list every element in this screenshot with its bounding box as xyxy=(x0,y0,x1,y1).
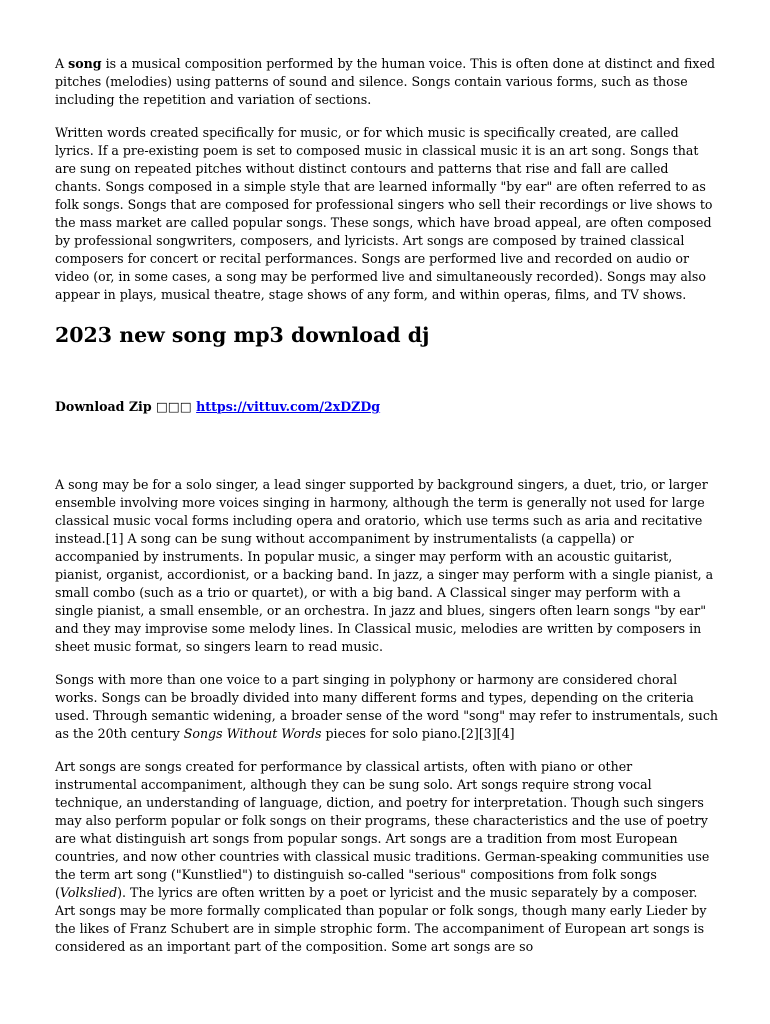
song-term-bold: song xyxy=(68,56,102,71)
songs-without-words-italic: Songs Without Words xyxy=(183,726,322,741)
missing-glyph-icon: □□□ xyxy=(156,399,192,414)
body-paragraph-3-lead: Art songs are songs created for performance by classical artists, often with piano or other instrumental accompaniment, although they can be sung solo. Art songs require strong vocal technique, an understanding of language, diction, and poetry for interpretation. Though such singers may also perform popular or folk songs on their programs, these characteristics and the use of poetry are what distinguish art songs from popular songs. Art songs are a tradition from most European countries, and now other countries with classical music traditions. German-speaking communities use the term art song ("Kunstlied") to distinguish so-called "serious" compositions from folk songs ( xyxy=(55,759,710,900)
download-label: Download Zip xyxy=(55,399,157,414)
download-line xyxy=(55,398,718,416)
spacer xyxy=(55,416,718,476)
body-paragraph-3 xyxy=(55,758,718,956)
intro-rest: is a musical composition performed by the human voice. This is often done at distinct and fixed pitches (melodies) using patterns of sound and silence. Songs contain various forms, such as those including the repetition and variation of sections. xyxy=(55,56,716,107)
intro-paragraph-2: Written words created specifically for music, or for which music is specifically created, are called lyrics. If a pre-existing poem is set to composed music in classical music it is an art song. Songs that are sung on repeated pitches without distinct contours and patterns that rise and fall are called chants. Songs composed in a simple style that are learned informally "by ear" are often referred to as folk songs. Songs that are composed for professional singers who sell their recordings or live shows to the mass market are called popular songs. These songs, which have broad appeal, are often composed by professional songwriters, composers, and lyricists. Art songs are composed by trained classical composers for concert or recital performances. Songs are performed live and recorded on audio or video (or, in some cases, a song may be performed live and simultaneously recorded). Songs may also appear in plays, musical theatre, stage shows of any form, and within operas, films, and TV shows. xyxy=(55,125,713,302)
page-heading: 2023 new song mp3 download dj xyxy=(55,323,430,347)
intro-lead: A xyxy=(55,56,69,71)
body-paragraph-1: A song may be for a solo singer, a lead singer supported by background singers, a duet, trio, or larger ensemble involving more voices singing in harmony, although the term is generally not used for large classical music vocal forms including opera and oratorio, which use terms such as aria and recitative instead.[1] A song can be sung without accompaniment by instrumentalists (a cappella) or accompanied by instruments. In popular music, a singer may perform with an acoustic guitarist, pianist, organist, accordionist, or a backing band. In jazz, a singer may perform with a single pianist, a small combo (such as a trio or quartet), or with a big band. A Classical singer may perform with a single pianist, a small ensemble, or an orchestra. In jazz and blues, singers often learn songs "by ear" and they may improvise some melody lines. In Classical music, melodies are written by composers in sheet music format, so singers learn to read music. xyxy=(55,477,714,654)
body-paragraph-2 xyxy=(55,671,718,743)
volkslied-italic: Volkslied xyxy=(59,885,118,900)
intro-paragraph-1 xyxy=(55,55,718,109)
body-paragraph-2-rest: pieces for solo piano.[2][3][4] xyxy=(321,726,515,741)
document-page xyxy=(55,55,718,971)
download-link[interactable]: https://vittuv.com/2xDZDg xyxy=(196,399,381,414)
body-paragraph-2-lead: Songs with more than one voice to a part singing in polyphony or harmony are considered choral works. Songs can be broadly divided into many different forms and types, depending on the criteria used. Through semantic widening, a broader sense of the word "song" may refer to instrumentals, such as the 20th century xyxy=(55,672,718,741)
body-paragraph-3-rest: ). The lyrics are often written by a poet or lyricist and the music separately by a composer. Art songs may be more formally complicated than popular or folk songs, though many early Lieder by the likes of Franz Schubert are in simple strophic form. The accompaniment of European art songs is considered as an important part of the composition. Some art songs are so xyxy=(55,885,707,954)
